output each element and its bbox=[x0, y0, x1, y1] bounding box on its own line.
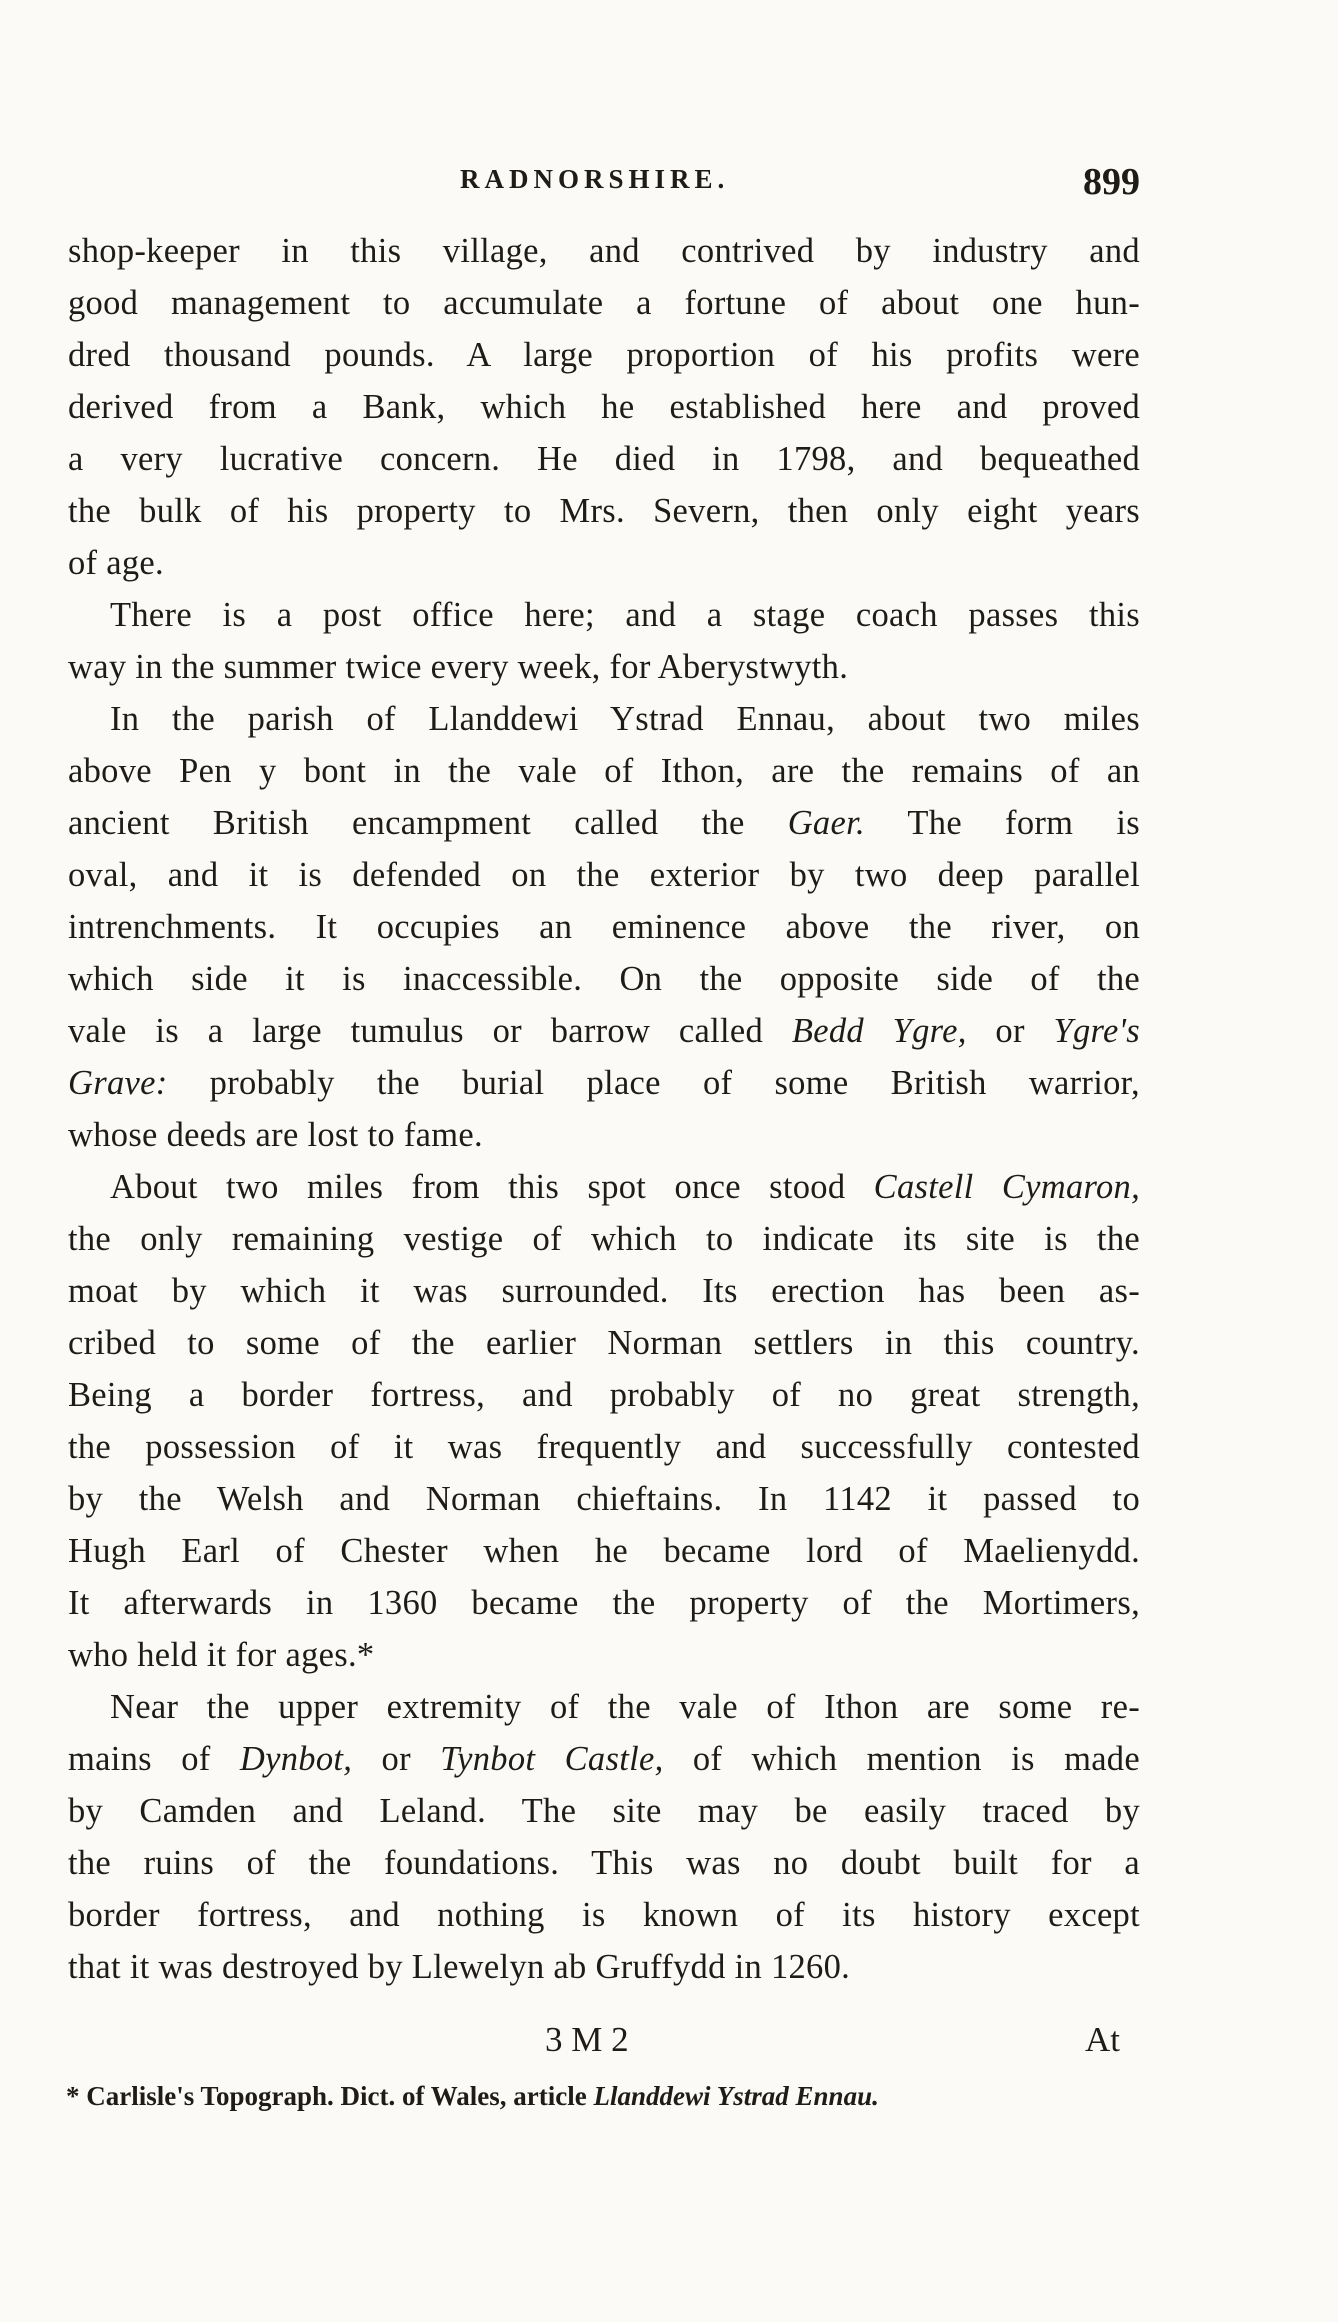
footnote-article-title: Llanddewi Ystrad Ennau. bbox=[593, 2081, 879, 2111]
text-segment: The form is bbox=[864, 804, 1141, 842]
text-line: It afterwards in 1360 became the property of the Mortimers, bbox=[68, 1584, 1140, 1622]
text-segment: About two miles from this spot once stood bbox=[110, 1168, 874, 1206]
catchword: At bbox=[1085, 2020, 1120, 2059]
text-line: dred thousand pounds. A large proportion of his profits were bbox=[68, 336, 1140, 374]
text-line: In the parish of Llanddewi Ystrad Ennau, about two miles bbox=[110, 700, 1140, 738]
text-line bbox=[68, 1733, 1140, 1785]
italic-text: Tynbot Castle, bbox=[440, 1740, 664, 1778]
text-line: moat by which it was surrounded. Its erection has been as- bbox=[68, 1272, 1140, 1310]
text-line: shop-keeper in this village, and contrived by industry and bbox=[68, 232, 1140, 270]
text-line: that it was destroyed by Llewelyn ab Gruffydd in 1260. bbox=[68, 1948, 851, 1986]
text-line: good management to accumulate a fortune of about one hun- bbox=[68, 284, 1140, 322]
text-line: by Camden and Leland. The site may be easily traced by bbox=[68, 1792, 1140, 1830]
body-text bbox=[68, 225, 1140, 1993]
text-segment: vale is a large tumulus or barrow called bbox=[68, 1012, 792, 1050]
text-line: of age. bbox=[68, 544, 164, 582]
text-line: the only remaining vestige of which to indicate its site is the bbox=[68, 1220, 1140, 1258]
text-segment: probably the burial place of some British warrior, bbox=[167, 1064, 1140, 1102]
text-segment: or bbox=[966, 1012, 1054, 1050]
running-title: RADNORSHIRE. bbox=[460, 164, 730, 194]
text-line: whose deeds are lost to fame. bbox=[68, 1116, 483, 1154]
text-line: the possession of it was frequently and successfully contested bbox=[68, 1428, 1140, 1466]
text-line: the ruins of the foundations. This was no doubt built for a bbox=[68, 1844, 1140, 1882]
running-head bbox=[0, 160, 1338, 210]
text-line: above Pen y bont in the vale of Ithon, are the remains of an bbox=[68, 752, 1140, 790]
text-line: Hugh Earl of Chester when he became lord of Maelienydd. bbox=[68, 1532, 1140, 1570]
text-line: Near the upper extremity of the vale of Ithon are some re- bbox=[110, 1688, 1140, 1726]
text-line: derived from a Bank, which he established here and proved bbox=[68, 388, 1140, 426]
italic-text: Dynbot, bbox=[239, 1740, 353, 1778]
text-line: a very lucrative concern. He died in 1798, and bequeathed bbox=[68, 440, 1140, 478]
text-line: cribed to some of the earlier Norman settlers in this country. bbox=[68, 1324, 1140, 1362]
italic-text: Bedd Ygre, bbox=[791, 1012, 967, 1050]
italic-text: Grave: bbox=[68, 1064, 168, 1102]
text-line: There is a post office here; and a stage coach passes this bbox=[110, 596, 1140, 634]
italic-text: Gaer. bbox=[787, 804, 865, 842]
italic-text: Ygre's bbox=[1053, 1012, 1140, 1050]
text-segment: ancient British encampment called the bbox=[68, 804, 788, 842]
text-line bbox=[68, 1161, 1140, 1213]
text-line: which side it is inaccessible. On the opposite side of the bbox=[68, 960, 1140, 998]
text-segment: mains of bbox=[68, 1740, 240, 1778]
text-line bbox=[68, 797, 1140, 849]
page-number: 899 bbox=[1083, 161, 1140, 203]
text-line: way in the summer twice every week, for Aberystwyth. bbox=[68, 648, 849, 686]
text-line bbox=[68, 1005, 1140, 1057]
signature-mark: 3 M 2 bbox=[545, 2020, 629, 2059]
text-line: by the Welsh and Norman chieftains. In 1142 it passed to bbox=[68, 1480, 1140, 1518]
signature-line bbox=[0, 2020, 1338, 2070]
italic-text: Castell Cymaron, bbox=[873, 1168, 1140, 1206]
text-line bbox=[68, 1057, 1140, 1109]
text-line: oval, and it is defended on the exterior by two deep parallel bbox=[68, 856, 1140, 894]
text-segment: of which mention is made bbox=[663, 1740, 1140, 1778]
footnote-marker: * bbox=[66, 2081, 80, 2111]
text-line: border fortress, and nothing is known of its history except bbox=[68, 1896, 1140, 1934]
text-line: who held it for ages.* bbox=[68, 1636, 375, 1674]
text-line: Being a border fortress, and probably of no great strength, bbox=[68, 1376, 1140, 1414]
text-segment: or bbox=[352, 1740, 441, 1778]
text-line: intrenchments. It occupies an eminence above the river, on bbox=[68, 908, 1140, 946]
footnote bbox=[66, 2081, 1146, 2112]
text-line: the bulk of his property to Mrs. Severn, then only eight years bbox=[68, 492, 1140, 530]
footnote-text: Carlisle's Topograph. Dict. of Wales, article bbox=[86, 2081, 594, 2111]
